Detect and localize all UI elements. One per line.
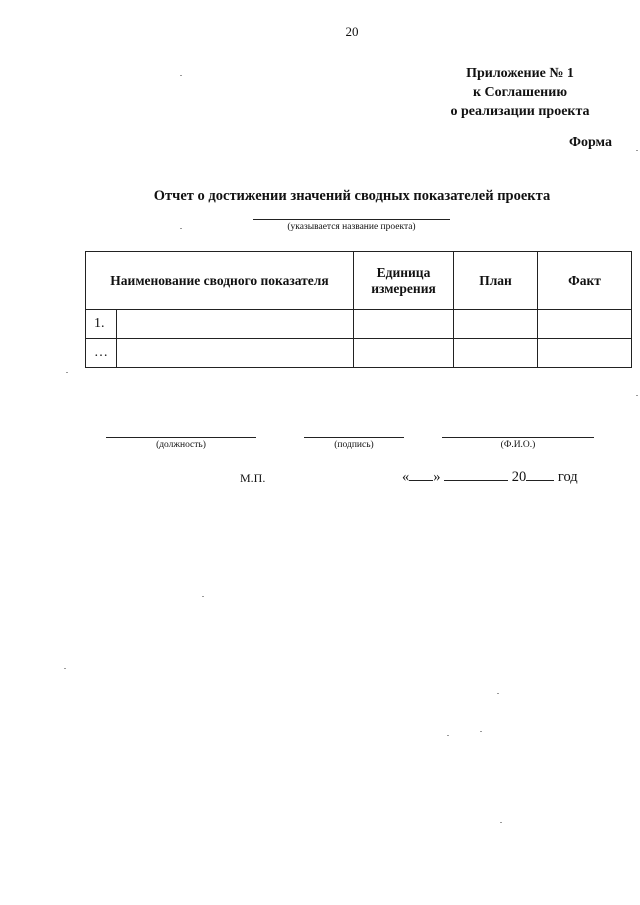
scan-speck <box>66 372 68 373</box>
day-field[interactable] <box>409 468 433 481</box>
project-name-caption: (указывается название проекта) <box>287 222 416 232</box>
header-plan: План <box>454 252 538 310</box>
scan-speck <box>480 731 482 732</box>
position-caption: (должность) <box>156 440 206 450</box>
table-row <box>86 310 632 339</box>
header-indicator-name: Наименование сводного показателя <box>86 252 354 310</box>
form-label: Форма <box>568 135 612 150</box>
appendix-header <box>420 64 620 121</box>
name-cell-inner <box>86 339 353 367</box>
header-fact: Факт <box>538 252 632 310</box>
scan-speck <box>202 596 204 597</box>
signature-caption: (подпись) <box>334 440 374 450</box>
unit-cell[interactable] <box>354 310 454 339</box>
appendix-line-3: о реализации проекта <box>450 104 590 119</box>
page-number: 20 <box>345 24 359 39</box>
date-year-suffix: год <box>557 469 578 485</box>
indicators-table <box>85 251 632 368</box>
scan-speck <box>500 822 502 823</box>
appendix-line-2: к Соглашению <box>472 85 568 100</box>
full-name-field[interactable] <box>442 437 594 438</box>
header-unit-line-2: измерения <box>371 280 436 296</box>
scan-speck <box>636 395 638 396</box>
stamp-label: М.П. <box>240 471 266 485</box>
unit-cell[interactable] <box>354 339 454 368</box>
date-line <box>402 468 578 486</box>
name-cell-inner <box>86 310 353 338</box>
scan-speck <box>497 693 499 694</box>
indicator-name-value[interactable] <box>117 310 354 338</box>
position-field[interactable] <box>106 437 256 438</box>
row-number: 1. <box>86 310 117 338</box>
date-close-quote: » <box>433 469 441 485</box>
date-open-quote: « <box>402 469 410 485</box>
fact-cell[interactable] <box>538 339 632 368</box>
indicator-name-value[interactable] <box>117 339 354 367</box>
indicator-name-cell[interactable] <box>86 310 354 339</box>
plan-cell[interactable] <box>454 339 538 368</box>
date-year-prefix: 20 <box>511 469 527 485</box>
header-unit-line-1: Единица <box>376 264 431 280</box>
header-unit <box>354 252 454 310</box>
indicator-name-cell[interactable] <box>86 339 354 368</box>
table-row <box>86 339 632 368</box>
plan-cell[interactable] <box>454 310 538 339</box>
scan-speck <box>447 735 449 736</box>
scan-speck <box>180 75 182 76</box>
row-number: … <box>86 339 117 367</box>
table-header-row <box>86 252 632 310</box>
scan-speck <box>636 150 638 151</box>
signature-field[interactable] <box>304 437 404 438</box>
report-title: Отчет о достижении значений сводных показателей проекта <box>153 188 551 204</box>
month-field[interactable] <box>444 468 508 481</box>
year-field[interactable] <box>526 468 554 481</box>
scan-speck <box>64 668 66 669</box>
full-name-caption: (Ф.И.О.) <box>500 440 536 450</box>
appendix-line-1: Приложение № 1 <box>466 66 574 81</box>
fact-cell[interactable] <box>538 310 632 339</box>
scan-speck <box>180 228 182 229</box>
project-name-field[interactable] <box>253 219 450 220</box>
